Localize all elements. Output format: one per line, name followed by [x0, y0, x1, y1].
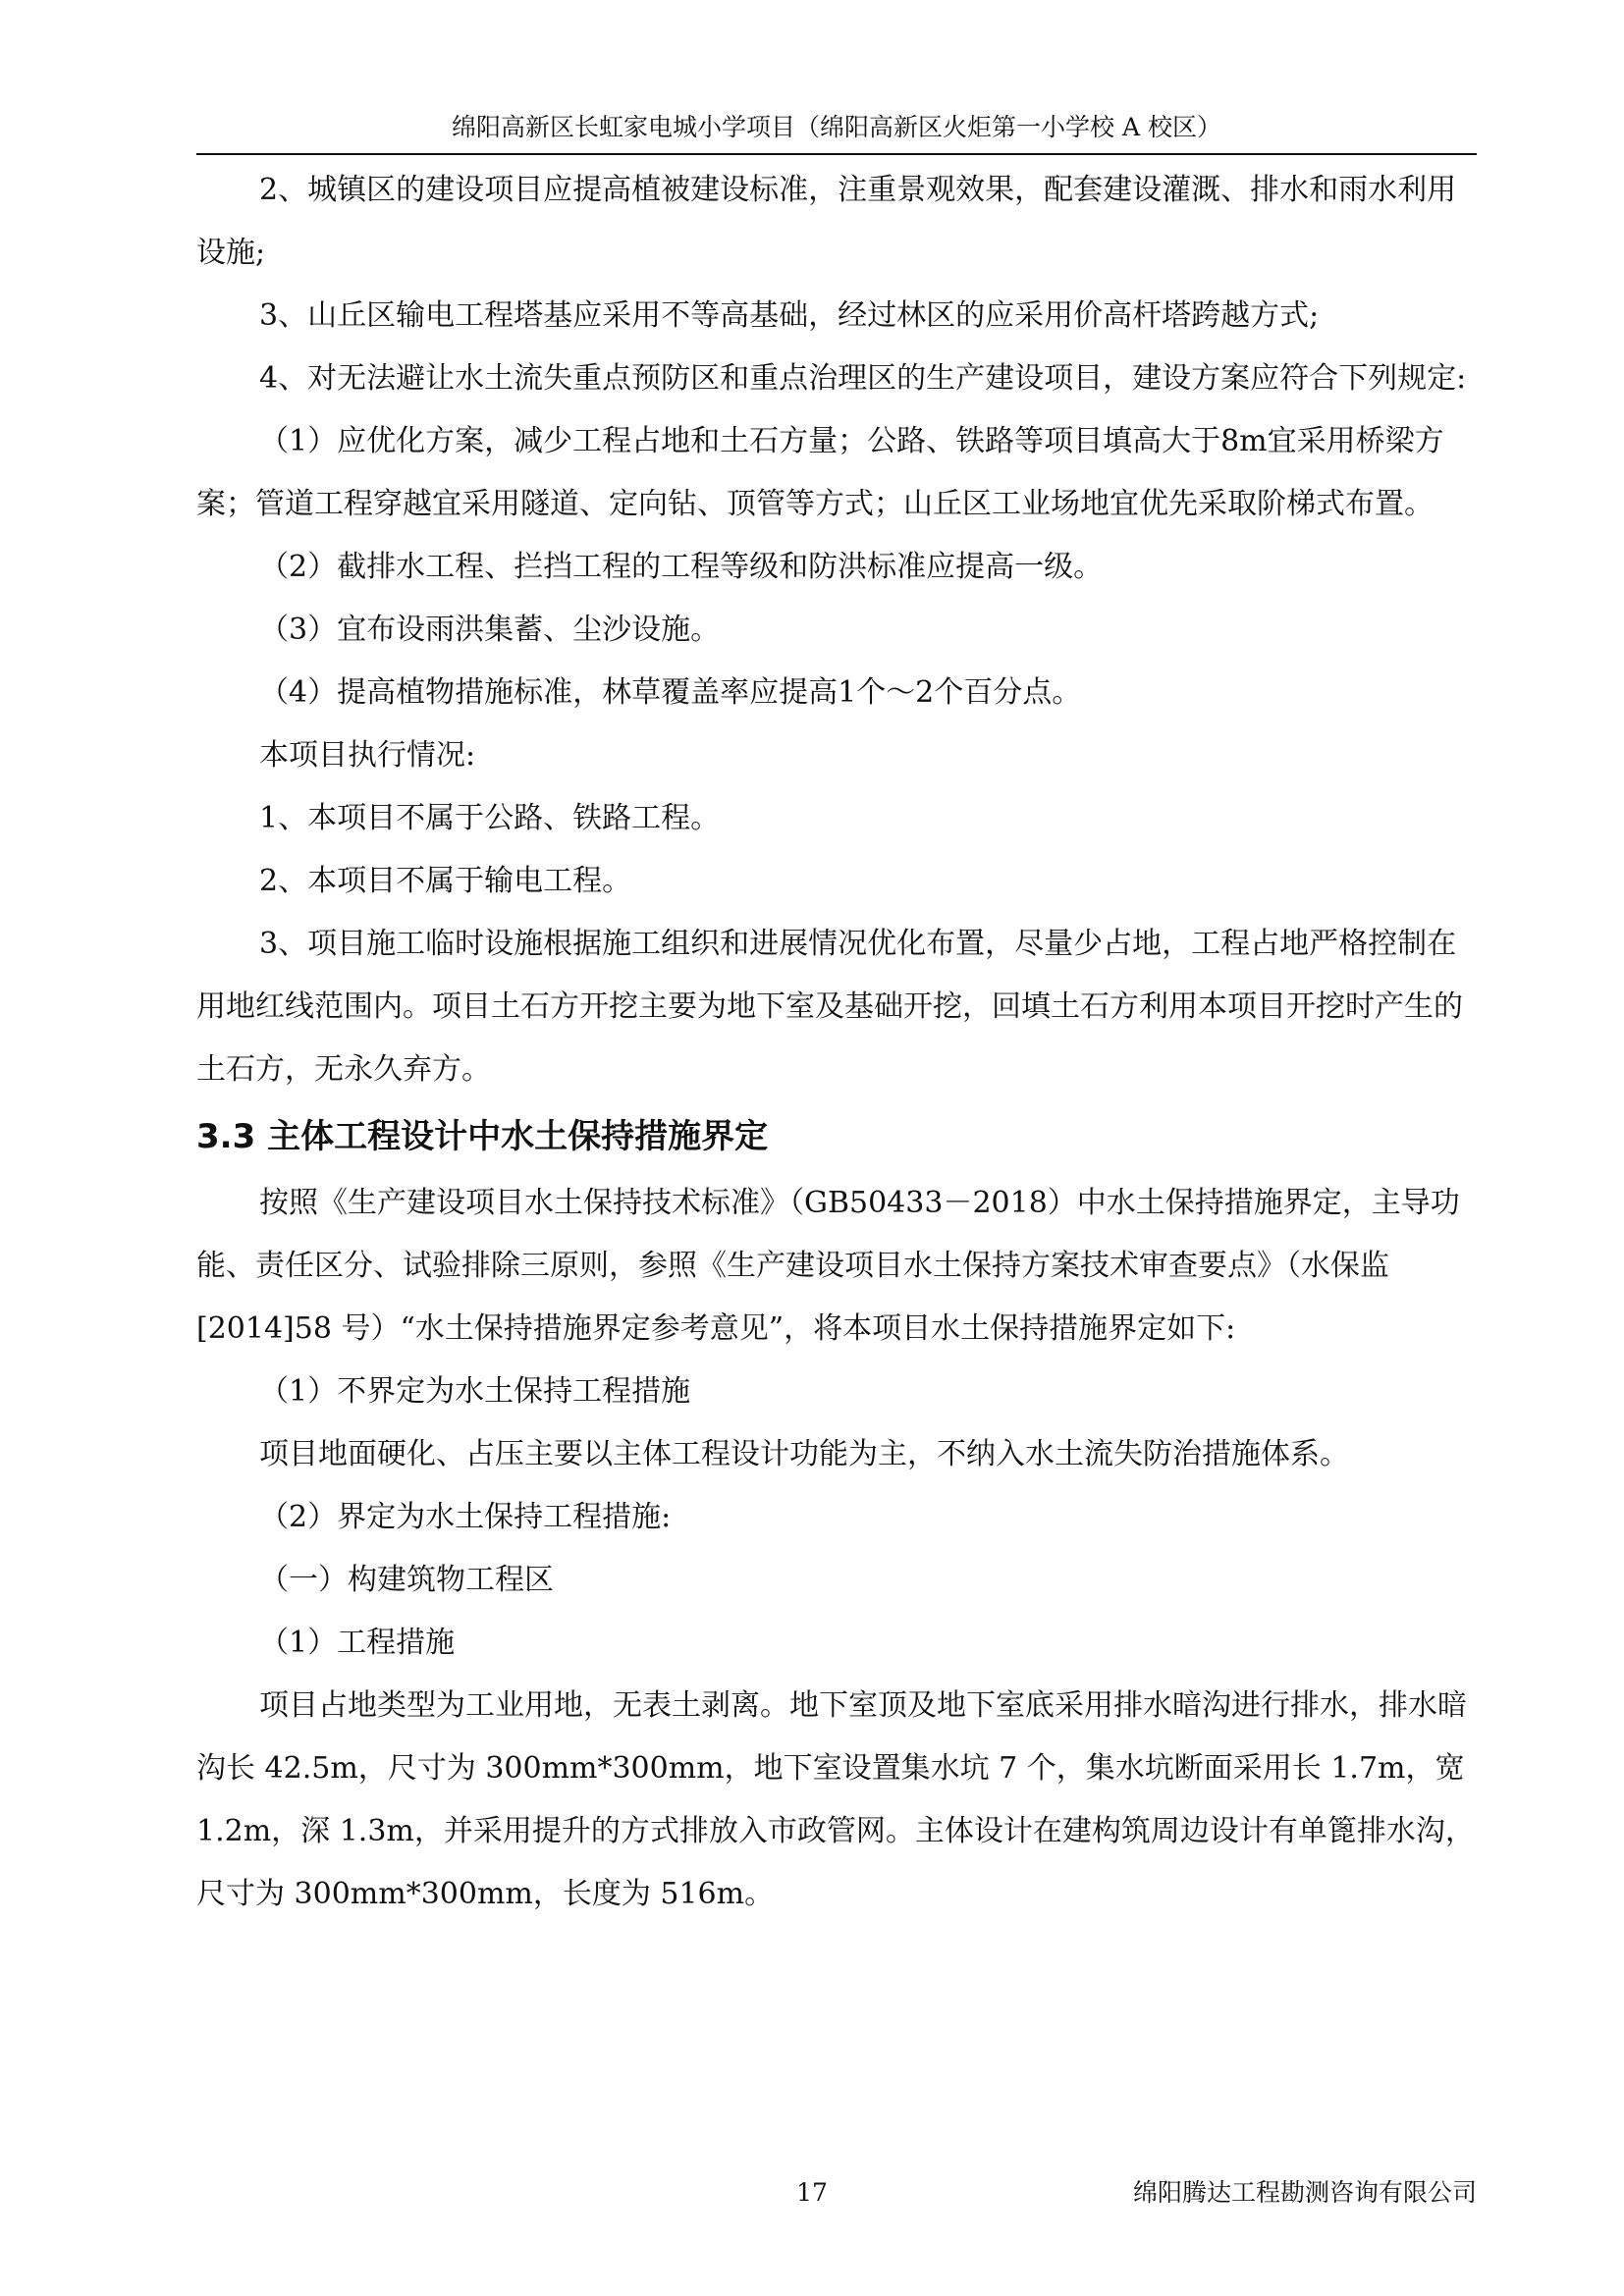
paragraph: 2、城镇区的建设项目应提高植被建设标准，注重景观效果，配套建设灌溉、排水和雨水利用设施;: [196, 173, 1457, 270]
paragraph: 本项目执行情况:: [259, 738, 476, 773]
paragraph: （2）截排水工程、拦挡工程的工程等级和防洪标准应提高一级。: [259, 550, 1104, 584]
document-body: [196, 159, 1477, 1926]
paragraph: （2）界定为水土保持工程措施:: [259, 1500, 672, 1534]
paragraph: （1）工程措施: [259, 1626, 456, 1660]
paragraph: 3、项目施工临时设施根据施工组织和进展情况优化布置，尽量少占地，工程占地严格控制在用地红线范围内。项目土石方开挖主要为地下室及基础开挖，回填土石方利用本项目开挖时产生的土石方，无永久弃方。: [196, 927, 1463, 1087]
header-divider: [196, 153, 1477, 155]
paragraph: 3、山丘区输电工程塔基应采用不等高基础，经过林区的应采用价高杆塔跨越方式;: [259, 298, 1320, 333]
paragraph: （一）构建筑物工程区: [259, 1563, 554, 1597]
paragraph: 1、本项目不属于公路、铁路工程。: [259, 801, 721, 835]
footer-company: 绵阳腾达工程勘测咨询有限公司: [1132, 2178, 1477, 2207]
paragraph: 项目地面硬化、占压主要以主体工程设计功能为主，不纳入水土流失防治措施体系。: [259, 1437, 1349, 1471]
paragraph: （3）宜布设雨洪集蓄、尘沙设施。: [259, 613, 721, 647]
page-number: 17: [796, 2178, 828, 2207]
paragraph: 2、本项目不属于输电工程。: [259, 864, 632, 898]
paragraph: （4）提高植物措施标准，林草覆盖率应提高1个～2个百分点。: [259, 675, 1082, 710]
section-heading: 3.3 主体工程设计中水土保持措施界定: [196, 1117, 769, 1156]
paragraph: 4、对无法避让水土流失重点预防区和重点治理区的生产建设项目，建设方案应符合下列规定:: [259, 361, 1467, 396]
page-header: 绵阳高新区长虹家电城小学项目（绵阳高新区火炬第一小学校 A 校区）: [452, 113, 1221, 141]
paragraph: 项目占地类型为工业用地，无表土剥离。地下室顶及地下室底采用排水暗沟进行排水，排水暗沟长 42.5m，尺寸为 300mm*300mm，地下室设置集水坑 7 个，集水坑断面采用长 1.7m，宽 1.2m，深 1.3m，并采用提升的方式排放入市政管网。主体设计在建构筑周边设计有单篦排水沟，尺寸为 300mm*300mm，长度为 516m。: [196, 1688, 1475, 1911]
paragraph: （1）应优化方案，减少工程占地和土石方量；公路、铁路等项目填高大于8m宜采用桥梁方案；管道工程穿越宜采用隧道、定向钻、顶管等方式；山丘区工业场地宜优先采取阶梯式布置。: [196, 424, 1444, 521]
paragraph: 按照《生产建设项目水土保持技术标准》（GB50433－2018）中水土保持措施界定，主导功能、责任区分、试验排除三原则，参照《生产建设项目水土保持方案技术审查要点》（水保监[2014]58 号）“水土保持措施界定参考意见”，将本项目水土保持措施界定如下:: [196, 1186, 1460, 1346]
paragraph: （1）不界定为水土保持工程措施: [259, 1374, 691, 1409]
